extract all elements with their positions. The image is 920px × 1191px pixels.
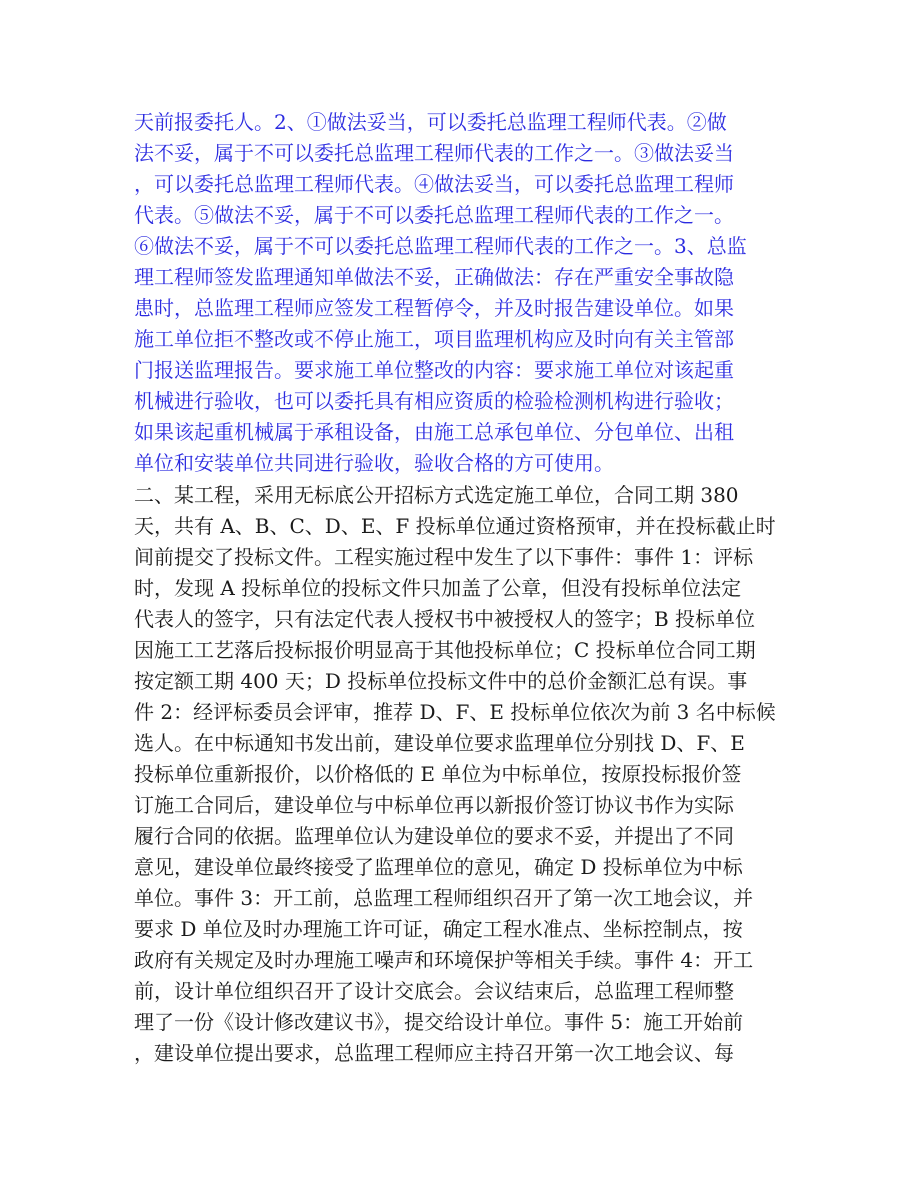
- question-line-14: 单位。事件 3：开工前，总监理工程师组织召开了第一次工地会议，并: [134, 886, 754, 910]
- answer-line-2: 法不妥，属于不可以委托总监理工程师代表的工作之一。③做法妥当: [134, 141, 734, 165]
- answer-line-6: 理工程师签发监理通知单做法不妥，正确做法：存在严重安全事故隐: [134, 265, 734, 289]
- question-paragraph: [134, 480, 794, 1069]
- question-line-17: 前，设计单位组织召开了设计交底会。会议结束后，总监理工程师整: [134, 979, 734, 1003]
- answer-line-4: 代表。⑤做法不妥，属于不可以委托总监理工程师代表的工作之一。: [134, 203, 734, 227]
- question-line-15: 要求 D 单位及时办理施工许可证，确定工程水准点、坐标控制点，按: [134, 917, 743, 941]
- question-line-3: 间前提交了投标文件。工程实施过程中发生了以下事件：事件 1：评标: [134, 545, 754, 569]
- question-line-9: 选人。在中标通知书发出前，建设单位要求监理单位分别找 D、F、E: [134, 731, 745, 755]
- question-line-10: 投标单位重新报价，以价格低的 E 单位为中标单位，按原投标报价签: [134, 762, 742, 786]
- answer-line-9: 门报送监理报告。要求施工单位整改的内容：要求施工单位对该起重: [134, 358, 734, 382]
- answer-paragraph: [134, 107, 794, 479]
- question-line-8: 件 2：经评标委员会评审，推荐 D、F、E 投标单位依次为前 3 名中标候: [134, 700, 776, 724]
- answer-line-12: 单位和安装单位共同进行验收，验收合格的方可使用。: [134, 451, 614, 475]
- answer-line-8: 施工单位拒不整改或不停止施工，项目监理机构应及时向有关主管部: [134, 327, 734, 351]
- question-line-7: 按定额工期 400 天；D 投标单位投标文件中的总价金额汇总有误。事: [134, 669, 748, 693]
- question-line-16: 政府有关规定及时办理施工噪声和环境保护等相关手续。事件 4：开工: [134, 948, 754, 972]
- answer-line-11: 如果该起重机械属于承租设备，由施工总承包单位、分包单位、出租: [134, 420, 734, 444]
- question-line-4: 时，发现 A 投标单位的投标文件只加盖了公章，但没有投标单位法定: [134, 576, 742, 600]
- question-line-2: 天，共有 A、B、C、D、E、F 投标单位通过资格预审，并在投标截止时: [134, 514, 776, 538]
- answer-line-1: 天前报委托人。2、①做法妥当，可以委托总监理工程师代表。②做: [134, 110, 727, 134]
- question-line-12: 履行合同的依据。监理单位认为建设单位的要求不妥，并提出了不同: [134, 824, 734, 848]
- answer-line-10: 机械进行验收，也可以委托具有相应资质的检验检测机构进行验收；: [134, 389, 734, 413]
- answer-line-3: ，可以委托总监理工程师代表。④做法妥当，可以委托总监理工程师: [134, 172, 734, 196]
- question-line-5: 代表人的签字，只有法定代表人授权书中被授权人的签字；B 投标单位: [134, 607, 756, 631]
- question-line-11: 订施工合同后，建设单位与中标单位再以新报价签订协议书作为实际: [134, 793, 734, 817]
- question-line-13: 意见，建设单位最终接受了监理单位的意见，确定 D 投标单位为中标: [134, 855, 743, 879]
- question-line-6: 因施工工艺落后投标报价明显高于其他投标单位；C 投标单位合同工期: [134, 638, 756, 662]
- answer-line-5: ⑥做法不妥，属于不可以委托总监理工程师代表的工作之一。3、总监: [134, 234, 747, 258]
- question-line-1: 二、某工程，采用无标底公开招标方式选定施工单位，合同工期 380: [134, 483, 739, 507]
- question-line-18: 理了一份《设计修改建议书》，提交给设计单位。事件 5：施工开始前: [134, 1010, 744, 1034]
- answer-line-7: 患时，总监理工程师应签发工程暂停令，并及时报告建设单位。如果: [134, 296, 734, 320]
- question-line-19: ，建设单位提出要求，总监理工程师应主持召开第一次工地会议、每: [134, 1041, 734, 1065]
